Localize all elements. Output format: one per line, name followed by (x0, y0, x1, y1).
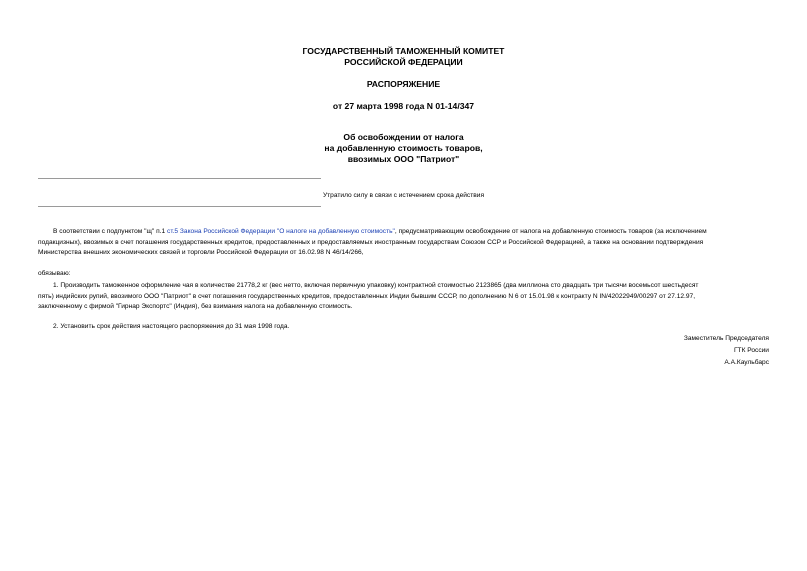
item-1-line-3: заключенному с фирмой "Гирнар Экспортс" (Индия), без взимания налога на добавленную стоимость. (38, 303, 353, 310)
agency-line-1: ГОСУДАРСТВЕННЫЙ ТАМОЖЕННЫЙ КОМИТЕТ (302, 46, 505, 56)
item-1-line-1: 1. Производить таможенное оформление чая в количестве 21778,2 кг (вес нетто, включая первичную упаковку) контрактной стоимостью 2123865 (два миллиона сто двадцать три тысячи восемьсот шестьдесят (53, 282, 699, 289)
item-2-paragraph (38, 322, 769, 333)
document-subject (0, 132, 807, 165)
preamble-line-1 (38, 227, 769, 238)
document-type (0, 79, 807, 90)
date-number-text: от 27 марта 1998 года N 01-14/347 (332, 101, 475, 111)
preamble-line-3: Министерства внешних экономических связей и торговли Российской Федерации от 16.02.98 N 46/14/266, (38, 249, 364, 256)
order-word-text: обязываю: (38, 270, 71, 277)
signature-block (684, 333, 769, 369)
preamble-line-2: подакцизных), ввозимых в счет погашения государственных кредитов, предоставленных и предоставляемых иностранным государствам Союзом ССР и Российской Федерацией, а также на основании подтверждения (38, 238, 704, 246)
agency-line-2: РОССИЙСКОЙ ФЕДЕРАЦИИ (344, 57, 463, 67)
item-2-text: 2. Установить срок действия настоящего распоряжения до 31 мая 1998 года. (53, 323, 290, 330)
agency-title (0, 46, 807, 68)
preamble-text-end: , предусматривающим освобождение от налога на добавленную стоимость товаров (за исключением (394, 228, 707, 235)
document-type-text: РАСПОРЯЖЕНИЕ (366, 79, 441, 89)
law-link[interactable]: ст.5 Закона Российской Федерации "О налоге на добавленную стоимость" (167, 228, 395, 235)
document-date-number (0, 101, 807, 112)
signature-name: А.А.Каульбарс (724, 359, 769, 366)
signature-org: ГТК России (733, 347, 769, 354)
order-word (38, 269, 769, 280)
divider-bottom (38, 206, 321, 207)
item-1-paragraph (38, 281, 769, 313)
preamble-text-start: В соответствии с подпунктом "щ" п.1 (53, 228, 168, 235)
subject-line-3: ввозимых ООО "Патриот" (347, 154, 460, 164)
item-1-line-2: пять) индийских рупий, ввозимого ООО "Патриот" в счет погашения государственных кредитов, предоставленных Индии бывшим СССР, по дополнению N 6 от 15.01.98 к контракту N IN/42022949/00297 от 27.12.97, (38, 292, 696, 300)
divider-top (38, 178, 321, 179)
subject-line-2: на добавленную стоимость товаров, (324, 143, 483, 153)
signature-position: Заместитель Председателя (683, 335, 769, 342)
status-note: Утратило силу в связи с истечением срока действия (322, 192, 485, 199)
subject-line-1: Об освобождении от налога (343, 132, 464, 142)
preamble-paragraph (38, 227, 769, 259)
